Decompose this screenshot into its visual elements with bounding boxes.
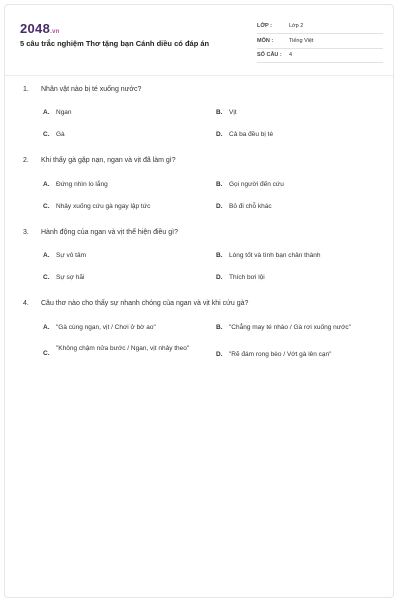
meta-class-label: LỚP : xyxy=(257,23,272,29)
option-text: Cả ba đều bị té xyxy=(229,131,274,138)
question-text: Hành động của ngan và vịt thể hiện điều gì? xyxy=(41,229,178,236)
question-number: 4. xyxy=(23,300,29,307)
option-text: "Không chậm nửa bước / Ngan, vịt nhảy theo" xyxy=(56,345,190,352)
question-text: Khi thấy gà gặp nạn, ngan và vịt đã làm gì? xyxy=(41,157,176,164)
meta-subject-label: MÔN : xyxy=(257,38,274,44)
site-logo[interactable] xyxy=(20,21,60,36)
logo-main-text: 2048 xyxy=(20,21,51,36)
logo-tld-text: .vn xyxy=(50,29,60,35)
question-stem xyxy=(23,300,373,307)
option-letter: D. xyxy=(216,131,223,138)
meta-subject-value: Tiếng Việt xyxy=(289,38,314,44)
option-letter: A. xyxy=(43,324,50,331)
option-letter: B. xyxy=(216,181,223,188)
option-letter: B. xyxy=(216,109,223,116)
option-letter: C. xyxy=(43,350,50,357)
question-number: 2. xyxy=(23,157,29,164)
option-text: Bỏ đi chỗ khác xyxy=(229,203,272,210)
option-text: Nhảy xuống cứu gà ngay lập tức xyxy=(56,203,151,210)
question-stem xyxy=(23,229,373,236)
option-letter: C. xyxy=(43,131,50,138)
option-letter: C. xyxy=(43,203,50,210)
question-text: Câu thơ nào cho thấy sự nhanh chóng của ngan và vịt khi cứu gà? xyxy=(41,300,249,307)
meta-subject xyxy=(257,35,383,49)
meta-question-count xyxy=(257,49,383,63)
question-stem xyxy=(23,86,373,93)
option-text: Vịt xyxy=(229,109,237,116)
document-page xyxy=(4,4,394,598)
option-text: Thích bơi lội xyxy=(229,274,265,281)
option-letter: A. xyxy=(43,252,50,259)
option-text: "Gà cùng ngan, vịt / Chơi ở bờ ao" xyxy=(56,324,156,331)
option-letter: A. xyxy=(43,181,50,188)
question-number: 3. xyxy=(23,229,29,236)
meta-class-value: Lớp 2 xyxy=(289,23,304,29)
option-text: Gọi người đến cứu xyxy=(229,181,284,188)
option-text: Đứng nhìn lo lắng xyxy=(56,181,108,188)
option-letter: A. xyxy=(43,109,50,116)
option-text: Gà xyxy=(56,131,65,138)
meta-class xyxy=(257,20,383,34)
question-number: 1. xyxy=(23,86,29,93)
question-stem xyxy=(23,157,373,164)
option-letter: B. xyxy=(216,324,223,331)
document-header xyxy=(5,5,393,76)
document-title: 5 câu trắc nghiệm Thơ tặng bạn Cánh diều có đáp án xyxy=(20,39,210,48)
option-text: Lòng tốt và tình bạn chân thành xyxy=(229,252,321,259)
option-text: "Rẽ đám rong bèo / Vớt gà lên cạn" xyxy=(229,351,332,358)
option-letter: D. xyxy=(216,203,223,210)
meta-count-label: SỐ CÂU : xyxy=(257,52,282,58)
option-letter: B. xyxy=(216,252,223,259)
option-text: Sự sợ hãi xyxy=(56,274,85,281)
option-letter: C. xyxy=(43,274,50,281)
meta-count-value: 4 xyxy=(289,52,293,58)
option-letter: D. xyxy=(216,351,223,358)
option-text: Sự vô tâm xyxy=(56,252,86,259)
option-text: Ngan xyxy=(56,109,72,116)
option-text: "Chẳng may té nhào / Gà rơi xuống nước" xyxy=(229,324,351,331)
option-letter: D. xyxy=(216,274,223,281)
question-text: Nhân vật nào bị té xuống nước? xyxy=(41,86,142,93)
